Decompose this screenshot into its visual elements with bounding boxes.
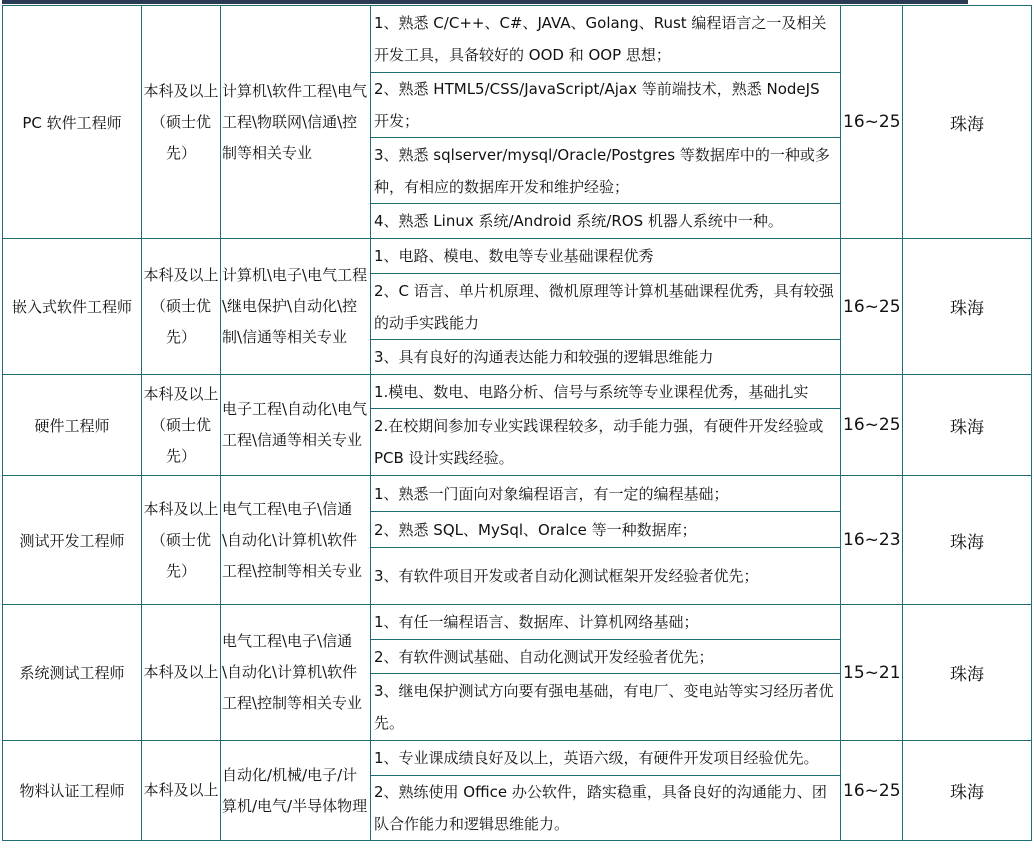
position-cell: 系统测试工程师 [3, 605, 142, 741]
table-row [3, 605, 1032, 640]
major-cell: 电气工程\电子\信通\自动化\计算机\软件工程\控制等相关专业 [221, 476, 371, 605]
salary-cell: 16~25 [841, 6, 903, 239]
salary-cell: 16~25 [841, 741, 903, 841]
table-row [3, 6, 1032, 73]
position-cell: 硬件工程师 [3, 375, 142, 476]
education-cell: 本科及以上 [142, 741, 221, 841]
requirement-cell: 4、熟悉 Linux 系统/Android 系统/ROS 机器人系统中一种。 [371, 204, 841, 239]
top-border-line [2, 0, 968, 4]
position-cell: PC 软件工程师 [3, 6, 142, 239]
salary-cell: 15~21 [841, 605, 903, 741]
education-cell: 本科及以上（硕士优先） [142, 476, 221, 605]
requirement-cell: 2、熟悉 HTML5/CSS/JavaScript/Ajax 等前端技术，熟悉 NodeJS 开发； [371, 73, 841, 138]
table-row [3, 476, 1032, 512]
table-row [3, 375, 1032, 409]
requirement-cell: 3、继电保护测试方向要有强电基础，有电厂、变电站等实习经历者优先。 [371, 674, 841, 741]
job-table [2, 5, 1032, 841]
major-cell: 电气工程\电子\信通\自动化\计算机\软件工程\控制等相关专业 [221, 605, 371, 741]
requirement-cell: 1.模电、数电、电路分析、信号与系统等专业课程优秀，基础扎实 [371, 375, 841, 409]
city-cell: 珠海 [903, 239, 1032, 375]
position-cell: 嵌入式软件工程师 [3, 239, 142, 375]
requirement-cell: 2、熟悉 SQL、MySql、Oralce 等一种数据库； [371, 512, 841, 548]
requirement-cell: 2、熟练使用 Office 办公软件，踏实稳重，具备良好的沟通能力、团队合作能力和逻辑思维能力。 [371, 776, 841, 841]
city-cell: 珠海 [903, 741, 1032, 841]
city-cell: 珠海 [903, 375, 1032, 476]
salary-cell: 16~23 [841, 476, 903, 605]
major-cell: 电子工程\自动化\电气工程\信通等相关专业 [221, 375, 371, 476]
salary-cell: 16~25 [841, 375, 903, 476]
salary-cell: 16~25 [841, 239, 903, 375]
education-cell: 本科及以上 [142, 605, 221, 741]
position-cell: 物料认证工程师 [3, 741, 142, 841]
requirement-cell: 3、熟悉 sqlserver/mysql/Oracle/Postgres 等数据库中的一种或多种，有相应的数据库开发和维护经验； [371, 138, 841, 204]
education-cell: 本科及以上（硕士优先） [142, 6, 221, 239]
major-cell: 计算机\电子\电气工程\继电保护\自动化\控制\信通等相关专业 [221, 239, 371, 375]
major-cell: 自动化/机械/电子/计算机/电气/半导体物理 [221, 741, 371, 841]
table-row [3, 741, 1032, 776]
education-cell: 本科及以上（硕士优先） [142, 239, 221, 375]
requirement-cell: 1、熟悉 C/C++、C#、JAVA、Golang、Rust 编程语言之一及相关开发工具，具备较好的 OOD 和 OOP 思想； [371, 6, 841, 73]
table-row [3, 239, 1032, 274]
position-cell: 测试开发工程师 [3, 476, 142, 605]
requirement-cell: 3、具有良好的沟通表达能力和较强的逻辑思维能力 [371, 340, 841, 375]
requirement-cell: 2.在校期间参加专业实践课程较多，动手能力强，有硬件开发经验或 PCB 设计实践经验。 [371, 409, 841, 476]
requirement-cell: 1、电路、模电、数电等专业基础课程优秀 [371, 239, 841, 274]
requirement-cell: 3、有软件项目开发或者自动化测试框架开发经验者优先； [371, 548, 841, 605]
city-cell: 珠海 [903, 476, 1032, 605]
requirement-cell: 2、有软件测试基础、自动化测试开发经验者优先； [371, 640, 841, 674]
education-cell: 本科及以上（硕士优先） [142, 375, 221, 476]
city-cell: 珠海 [903, 6, 1032, 239]
requirement-cell: 2、C 语言、单片机原理、微机原理等计算机基础课程优秀，具有较强的动手实践能力 [371, 274, 841, 340]
requirement-cell: 1、熟悉一门面向对象编程语言，有一定的编程基础； [371, 476, 841, 512]
requirement-cell: 1、专业课成绩良好及以上，英语六级，有硬件开发项目经验优先。 [371, 741, 841, 776]
city-cell: 珠海 [903, 605, 1032, 741]
major-cell: 计算机\软件工程\电气工程\物联网\信通\控制等相关专业 [221, 6, 371, 239]
requirement-cell: 1、有任一编程语言、数据库、计算机网络基础； [371, 605, 841, 640]
